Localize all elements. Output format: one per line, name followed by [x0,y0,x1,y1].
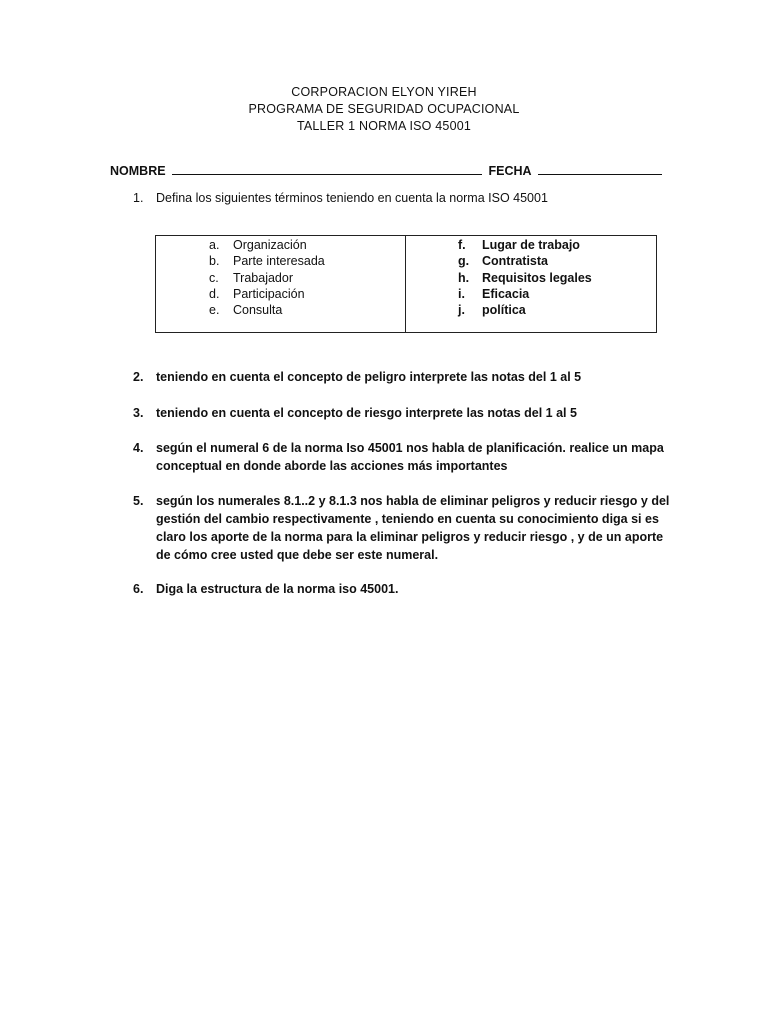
terms-table [155,235,657,333]
date-blank [538,163,662,175]
term-text: Parte interesada [233,254,325,269]
term-item [209,302,405,318]
organization-name: CORPORACION ELYON YIREH [291,85,477,99]
document-header [0,84,768,135]
question-number: 4. [133,441,144,455]
question-1 [133,189,673,207]
question-6 [133,580,673,598]
term-letter: c. [209,270,219,285]
question-text: Defina los siguientes términos teniendo en cuenta la norma ISO 45001 [156,191,548,205]
term-text: Lugar de trabajo [482,238,580,252]
program-name: PROGRAMA DE SEGURIDAD OCUPACIONAL [248,102,520,116]
term-text: Organización [233,238,307,252]
term-text: Trabajador [233,270,293,285]
term-item [209,253,405,269]
question-number: 3. [133,406,144,420]
question-text: según los numerales 8.1..2 y 8.1.3 nos habla de eliminar peligros y reducir riesgo y del gestión del cambio respectivamente , teniendo en cuenta su conocimiento diga si es claro los aporte de la norma para la eliminar peligros y reducir riesgo , y de un aporte de cómo cree usted que debe ser este numeral. [156,494,670,562]
term-letter: g. [458,254,470,269]
date-label: FECHA [488,164,532,178]
question-4 [133,439,673,475]
question-number: 6. [133,582,144,596]
term-item [458,286,656,302]
term-letter: i. [458,286,465,301]
term-text: Requisitos legales [482,270,592,285]
term-item [458,253,656,269]
term-text: Participación [233,286,305,301]
term-item [458,270,656,286]
terms-column-left [156,236,406,332]
question-text: según el numeral 6 de la norma Iso 45001 nos habla de planificación. realice un mapa conceptual en donde aborde las acciones más importantes [156,441,664,473]
term-letter: d. [209,286,220,301]
term-letter: b. [209,254,220,269]
term-item [458,237,656,253]
term-item [458,302,656,318]
question-number: 5. [133,494,144,508]
term-item [209,237,405,253]
term-item [209,270,405,286]
question-5 [133,492,673,564]
term-text: Eficacia [482,286,530,301]
name-date-line [110,163,670,178]
question-number: 2. [133,370,144,384]
term-text: Contratista [482,254,548,269]
term-text: Consulta [233,303,283,318]
question-text: Diga la estructura de la norma iso 45001. [156,582,399,596]
question-3 [133,404,673,422]
name-label: NOMBRE [110,164,166,178]
term-letter: e. [209,303,220,318]
term-item [209,286,405,302]
term-letter: f. [458,238,466,252]
question-number: 1. [133,191,144,205]
term-letter: j. [458,303,465,318]
name-blank [172,163,482,175]
workshop-title: TALLER 1 NORMA ISO 45001 [296,119,472,133]
term-letter: h. [458,270,470,285]
term-letter: a. [209,238,220,252]
terms-column-right [406,236,656,332]
question-text: teniendo en cuenta el concepto de peligro interprete las notas del 1 al 5 [156,370,582,384]
question-text: teniendo en cuenta el concepto de riesgo interprete las notas del 1 al 5 [156,406,577,420]
question-2 [133,368,673,386]
term-text: política [482,303,526,318]
